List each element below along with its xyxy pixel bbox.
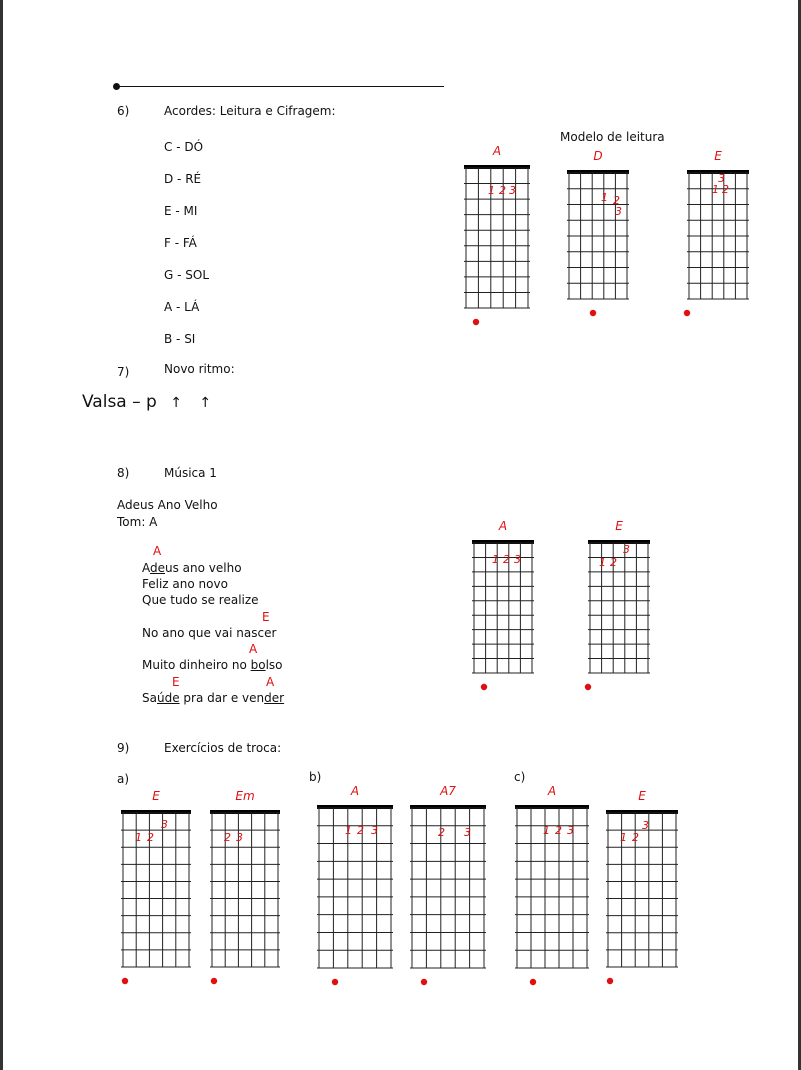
fretboard-grid <box>685 169 751 335</box>
lyric-chord: A <box>266 675 275 689</box>
finger-number: 3 <box>642 819 649 832</box>
fretboard-grid <box>513 804 591 1004</box>
section-8-title: Música 1 <box>164 466 217 480</box>
chord-name: E <box>638 789 646 803</box>
lyric-line: Adeus ano velho <box>142 561 242 575</box>
chord-name: A <box>547 784 557 798</box>
fretboard-grid <box>315 804 395 1004</box>
song-key: Tom: A <box>117 515 158 529</box>
finger-number: 3 <box>718 172 725 185</box>
fretboard-grid <box>408 804 488 1004</box>
chord-name: A <box>350 784 360 798</box>
rhythm-text: Valsa – p <box>82 392 157 412</box>
root-dot <box>122 978 128 984</box>
fretboard-grid <box>208 809 282 1003</box>
finger-number: 1 <box>620 831 627 844</box>
lyric-chord: A <box>153 544 162 558</box>
finger-number: 2 <box>613 194 620 207</box>
finger-number: 1 <box>488 184 495 197</box>
lyric-chord: E <box>262 610 270 624</box>
note-item: D - RÉ <box>164 172 202 186</box>
chord-name: A7 <box>440 784 456 798</box>
finger-number: 3 <box>161 818 168 831</box>
root-dot <box>530 979 536 985</box>
root-dot <box>421 979 427 985</box>
finger-number: 3 <box>371 824 378 837</box>
finger-number: 1 <box>543 824 550 837</box>
finger-number: 3 <box>464 826 471 839</box>
root-dot <box>590 310 596 316</box>
finger-number: 1 <box>601 191 608 204</box>
fretboard-grid <box>604 809 680 1003</box>
lyric-line: Que tudo se realize <box>142 593 259 607</box>
section-divider <box>116 86 444 87</box>
lyric-line: Feliz ano novo <box>142 577 228 591</box>
section-7-title: Novo ritmo: <box>164 362 235 376</box>
finger-number: 3 <box>615 205 622 218</box>
finger-number: 3 <box>623 543 630 556</box>
lyric-line: Saúde pra dar e vender <box>142 691 285 705</box>
exercise-label-c: c) <box>514 770 526 784</box>
note-item: B - SI <box>164 332 196 346</box>
chord-name: E <box>615 519 623 533</box>
model-label: Modelo de leitura <box>560 130 665 144</box>
root-dot <box>607 978 613 984</box>
note-item: G - SOL <box>164 268 210 282</box>
note-item: F - FÁ <box>164 236 197 250</box>
finger-number: 2 <box>632 831 639 844</box>
root-dot <box>473 319 479 325</box>
finger-number: 2 <box>722 183 729 196</box>
fretboard-grid <box>470 539 536 709</box>
song-title: Adeus Ano Velho <box>117 498 218 512</box>
page-left-border <box>0 0 3 1070</box>
up-arrow-icon: ↑ <box>199 395 212 411</box>
finger-number: 2 <box>147 831 154 844</box>
finger-number: 2 <box>224 831 231 844</box>
exercise-label-b: b) <box>309 770 322 784</box>
finger-number: 2 <box>555 824 562 837</box>
section-9-number: 9) <box>117 741 130 755</box>
finger-number: 1 <box>599 556 606 569</box>
root-dot <box>332 979 338 985</box>
finger-number: 2 <box>357 824 364 837</box>
up-arrow-icon: ↑ <box>170 395 182 411</box>
finger-number: 1 <box>712 183 719 196</box>
note-item: E - MI <box>164 204 198 218</box>
root-dot <box>211 978 217 984</box>
chord-name: E <box>152 789 160 803</box>
finger-number: 2 <box>438 826 445 839</box>
chord-name: D <box>593 149 603 163</box>
section-6-number: 6) <box>117 104 130 118</box>
fretboard-grid <box>119 809 193 1003</box>
chord-name: A <box>492 144 502 158</box>
root-dot <box>684 310 690 316</box>
section-7-number: 7) <box>117 365 130 379</box>
lyric-chord: E <box>172 675 180 689</box>
section-8-number: 8) <box>117 466 130 480</box>
chord-name: E <box>714 149 722 163</box>
finger-number: 3 <box>567 824 574 837</box>
section-9-title: Exercícios de troca: <box>164 741 282 755</box>
section-6-title: Acordes: Leitura e Cifragem: <box>164 104 336 118</box>
note-item: C - DÓ <box>164 140 204 154</box>
fretboard-grid <box>462 164 532 344</box>
note-item: A - LÁ <box>164 300 200 314</box>
finger-number: 3 <box>509 184 516 197</box>
finger-number: 3 <box>236 831 243 844</box>
exercise-label-a: a) <box>117 772 130 786</box>
fretboard-grid <box>586 539 652 709</box>
fretboard-grid <box>565 169 631 335</box>
lyric-chord: A <box>249 642 258 656</box>
lyric-line: Muito dinheiro no bolso <box>142 658 283 672</box>
root-dot <box>481 684 487 690</box>
finger-number: 3 <box>514 553 521 566</box>
chord-name: Em <box>235 789 255 803</box>
chord-name: A <box>498 519 508 533</box>
finger-number: 1 <box>345 824 352 837</box>
lyric-line: No ano que vai nascer <box>142 626 277 640</box>
finger-number: 2 <box>499 184 506 197</box>
finger-number: 2 <box>610 556 617 569</box>
finger-number: 1 <box>492 553 499 566</box>
finger-number: 2 <box>503 553 510 566</box>
rhythm-line <box>82 392 211 412</box>
finger-number: 1 <box>135 831 142 844</box>
root-dot <box>585 684 591 690</box>
